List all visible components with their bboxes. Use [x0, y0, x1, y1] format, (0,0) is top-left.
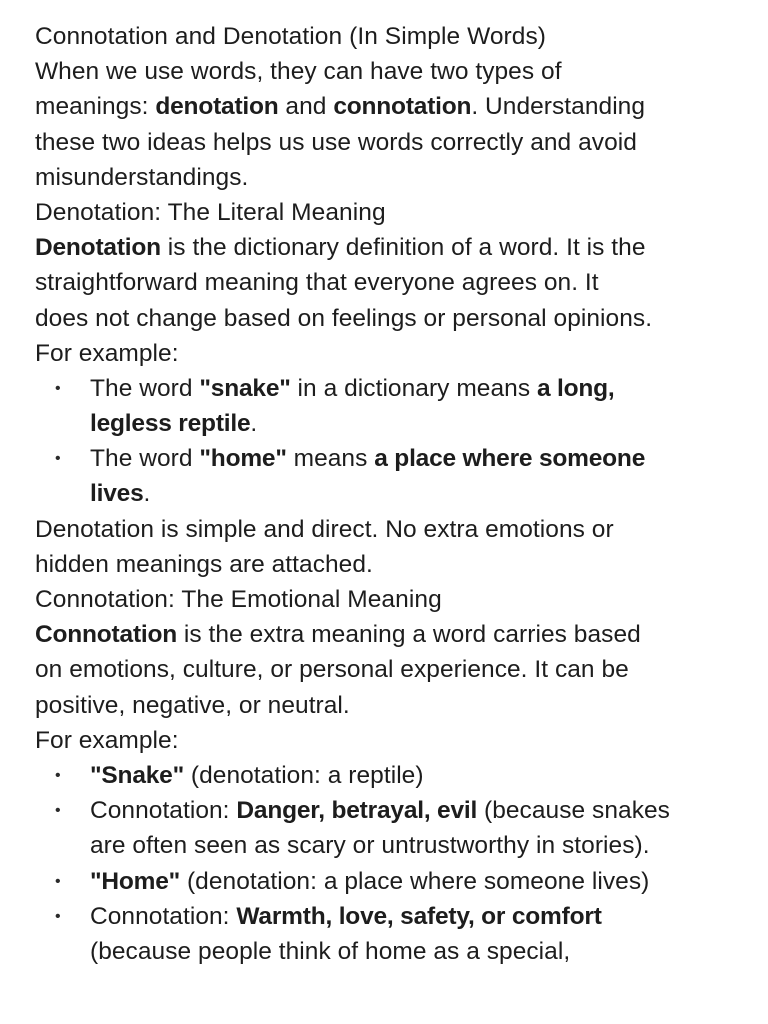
bullet-icon: •: [55, 766, 61, 784]
bullet-first-line: [35, 758, 755, 793]
bullet-icon: •: [55, 802, 61, 820]
text-run: The word: [90, 374, 200, 402]
bold-text: "Snake": [90, 761, 185, 789]
text-run: For example:: [35, 339, 179, 367]
text-run: in a dictionary means: [290, 374, 537, 402]
text-run: meanings:: [35, 93, 156, 121]
text-run: and: [278, 93, 334, 121]
text-line: [35, 89, 755, 124]
text-line: [35, 265, 755, 300]
bullet-first-line: [35, 793, 755, 828]
bullet-continuation-line: [35, 828, 755, 863]
bold-text: Connotation: [35, 621, 178, 649]
text-run: on emotions, culture, or personal experience. It can be: [35, 656, 629, 684]
connotation-bullet-list: [35, 758, 755, 969]
bold-text: connotation: [333, 93, 472, 121]
bullet-first-line: [35, 864, 755, 899]
text-line: [35, 230, 755, 265]
text-run: straightforward meaning that everyone agrees on. It: [35, 269, 599, 297]
bullet-first-line: [35, 441, 755, 476]
bullet-icon: •: [55, 872, 61, 890]
list-item: [35, 441, 755, 511]
text-run: Connotation:: [90, 797, 237, 825]
text-run: The word: [90, 445, 200, 473]
bullet-continuation-line: [35, 476, 755, 511]
denotation-bullet-list: [35, 371, 755, 512]
text-line: [35, 688, 755, 723]
text-run: are often seen as scary or untrustworthy in stories).: [90, 832, 650, 860]
text-run: . Understanding: [471, 93, 646, 121]
denotation-paragraph: [35, 230, 755, 371]
text-run: does not change based on feelings or personal opinions.: [35, 304, 653, 332]
document-body: [35, 19, 755, 969]
text-line: [35, 336, 755, 371]
text-line: [35, 652, 755, 687]
denotation-summary: [35, 512, 755, 582]
text-line: [35, 301, 755, 336]
list-item: [35, 758, 755, 793]
bullet-continuation-line: [35, 406, 755, 441]
bold-text: denotation: [155, 93, 279, 121]
list-item: [35, 793, 755, 863]
intro-paragraph: [35, 54, 755, 195]
text-line: [35, 125, 755, 160]
connotation-heading: Connotation: The Emotional Meaning: [35, 586, 442, 613]
bold-text: legless reptile: [90, 410, 251, 438]
bullet-first-line: [35, 371, 755, 406]
text-run: is the extra meaning a word carries based: [177, 621, 641, 649]
text-run: positive, negative, or neutral.: [35, 691, 350, 719]
text-run: (because people think of home as a special,: [90, 937, 571, 965]
text-run: (because snakes: [477, 797, 670, 825]
text-run: (denotation: a place where someone lives): [180, 867, 650, 895]
text-line: [35, 160, 755, 195]
text-run: .: [250, 410, 258, 438]
text-run: (denotation: a reptile): [184, 761, 424, 789]
bold-text: "snake": [199, 374, 291, 402]
bullet-continuation-line: [35, 934, 755, 969]
text-run: When we use words, they can have two types of: [35, 58, 562, 86]
text-run: For example:: [35, 726, 179, 754]
text-run: misunderstandings.: [35, 163, 249, 191]
text-line: [35, 617, 755, 652]
bullet-icon: •: [55, 907, 61, 925]
text-run: Denotation is simple and direct. No extra emotions or: [35, 515, 614, 543]
bold-text: a place where someone: [374, 445, 646, 473]
bold-text: Warmth, love, safety, or comfort: [236, 902, 602, 930]
connotation-paragraph: [35, 617, 755, 758]
bold-text: "Home": [90, 867, 181, 895]
text-line: [35, 723, 755, 758]
bold-text: Denotation: [35, 234, 161, 262]
list-item: [35, 864, 755, 899]
bullet-icon: •: [55, 379, 61, 397]
bold-text: Danger, betrayal, evil: [236, 797, 478, 825]
bullet-first-line: [35, 899, 755, 934]
text-line: [35, 54, 755, 89]
bold-text: lives: [90, 480, 144, 508]
document-title: Connotation and Denotation (In Simple Words): [35, 23, 547, 50]
text-line: [35, 512, 755, 547]
bold-text: a long,: [536, 374, 615, 402]
bullet-icon: •: [55, 450, 61, 468]
list-item: [35, 899, 755, 969]
text-run: means: [286, 445, 375, 473]
text-line: [35, 547, 755, 582]
list-item: [35, 371, 755, 441]
bold-text: "home": [199, 445, 287, 473]
text-run: hidden meanings are attached.: [35, 550, 373, 578]
text-run: .: [143, 480, 151, 508]
text-run: is the dictionary definition of a word. It is the: [160, 234, 646, 262]
text-run: Connotation:: [90, 902, 237, 930]
denotation-heading: Denotation: The Literal Meaning: [35, 198, 386, 226]
text-run: these two ideas helps us use words correctly and avoid: [35, 128, 637, 156]
